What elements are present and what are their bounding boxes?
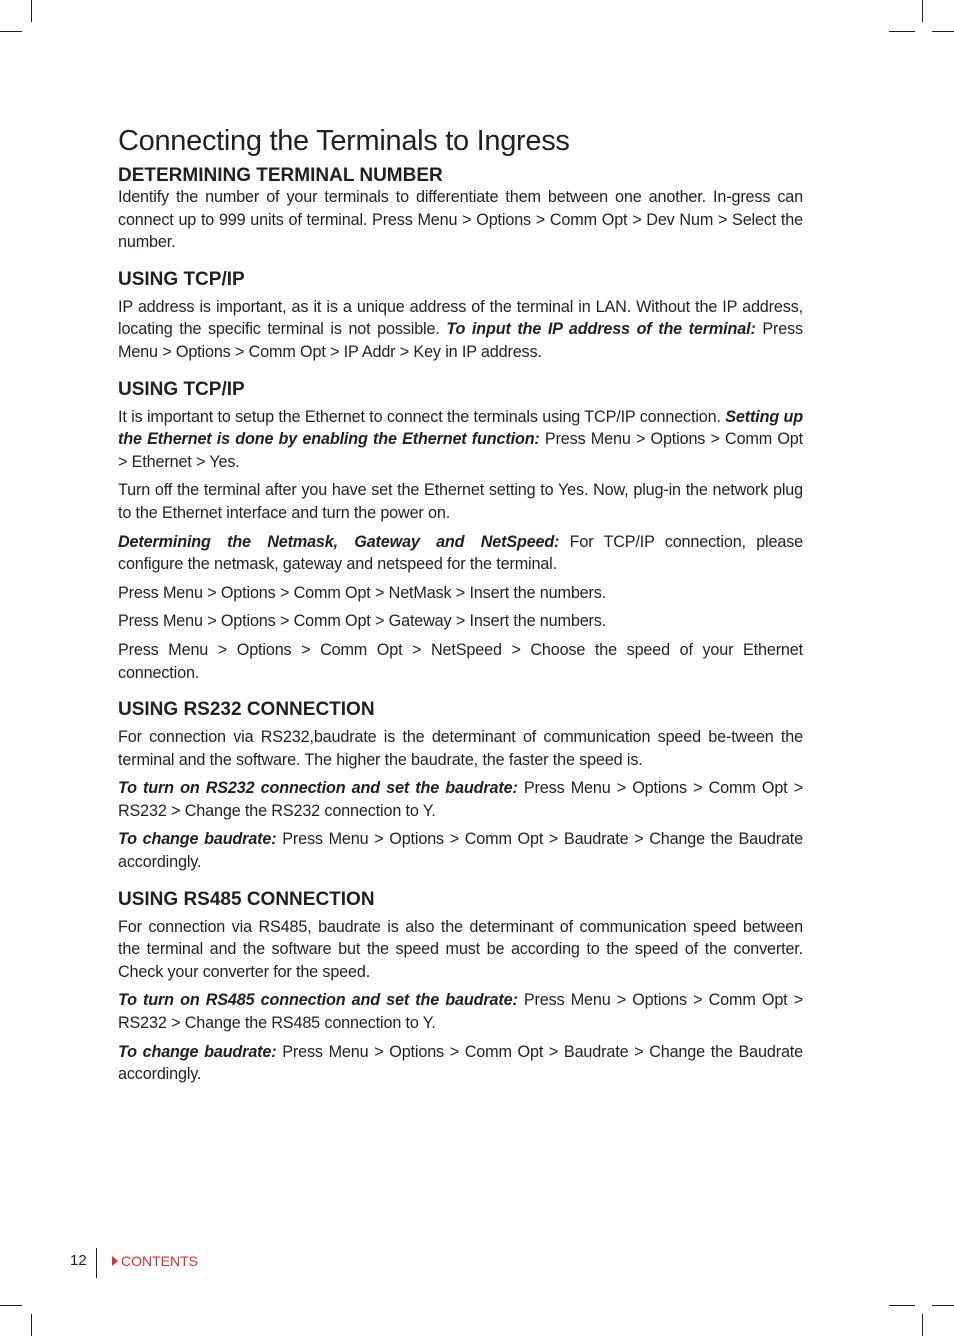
emphasis-text: To turn on RS485 connection and set the baudrate: xyxy=(118,991,518,1010)
paragraph: Press Menu > Options > Comm Opt > NetMask > Insert the numbers. xyxy=(118,583,607,602)
paragraph-text: Press Menu > Options > Comm Opt > Baudrate > Change the Baudrate accordingly. xyxy=(118,830,804,872)
paragraph-text: Press Menu > Options > Comm Opt > Ethernet > Yes. xyxy=(118,430,803,471)
section-heading-tcpip-ethernet: USING TCP/IP xyxy=(118,378,245,400)
paragraph: Press Menu > Options > Comm Opt > Gateway > Insert the numbers. xyxy=(118,612,607,631)
paragraph: Turn off the terminal after you have set the Ethernet setting to Yes. Now, plug-in the network plug to the Ethernet interface and turn the power on. xyxy=(118,481,803,522)
emphasis-text: To turn on RS232 connection and set the baudrate: xyxy=(118,779,518,798)
section-heading-rs232: USING RS232 CONNECTION xyxy=(118,699,375,721)
paragraph: For connection via RS485, baudrate is also the determinant of communication speed between the terminal and the software but the speed must be according to the speed of the converter. Check your converter for the speed. xyxy=(118,917,803,981)
crop-mark xyxy=(932,31,954,32)
crop-mark xyxy=(922,1314,923,1336)
paragraph: Identify the number of your terminals to differentiate them between one another. In-gress can connect up to 999 units of terminal. Press Menu > Options > Comm Opt > Dev Num > Select the number. xyxy=(118,188,803,252)
emphasis-text: To input the IP address of the terminal: xyxy=(446,320,756,339)
paragraph: Press Menu > Options > Comm Opt > NetSpeed > Choose the speed of your Ethernet connection. xyxy=(118,640,803,682)
crop-mark xyxy=(0,31,22,32)
section-heading-tcpip: USING TCP/IP xyxy=(118,268,245,290)
section-heading-terminal-number: DETERMINING TERMINAL NUMBER xyxy=(118,165,443,186)
paragraph xyxy=(118,296,803,364)
crop-mark xyxy=(922,0,923,22)
crop-mark xyxy=(889,31,915,32)
crop-mark xyxy=(31,1314,32,1336)
paragraph xyxy=(118,406,803,474)
paragraph-text: For TCP/IP connection, please configure the netmask, gateway and netspeed for the terminal. xyxy=(118,532,803,574)
paragraph-text: Press Menu > Options > Comm Opt > Baudrate > Change the Baudrate accordingly. xyxy=(118,1042,804,1084)
contents-label: CONTENTS xyxy=(121,1253,198,1269)
emphasis-text: Determining the Netmask, Gateway and NetSpeed: xyxy=(118,532,560,551)
page-number: 12 xyxy=(70,1252,87,1269)
page-footer xyxy=(0,1248,954,1278)
crop-mark xyxy=(0,1305,22,1306)
emphasis-text: To change baudrate: xyxy=(118,1042,277,1061)
emphasis-text: Setting up the Ethernet is done by enabling the Ethernet function: xyxy=(118,407,803,449)
page-content xyxy=(118,124,803,1092)
paragraph-text: Press Menu > Options > Comm Opt > IP Addr > Key in IP address. xyxy=(118,320,803,361)
paragraph xyxy=(118,531,803,576)
emphasis-text: To change baudrate: xyxy=(118,830,277,849)
crop-mark xyxy=(889,1305,915,1306)
paragraph-text: IP address is important, as it is a unique address of the terminal in LAN. Without the IP address, locating the specific terminal is not possible. xyxy=(118,297,803,339)
paragraph-text: Press Menu > Options > Comm Opt > RS232 > Change the RS485 connection to Y. xyxy=(118,991,803,1033)
footer-divider xyxy=(96,1248,97,1278)
crop-mark xyxy=(31,0,32,22)
paragraph: For connection via RS232,baudrate is the determinant of communication speed be-tween the terminal and the software. The higher the baudrate, the faster the speed is. xyxy=(118,728,803,769)
contents-link[interactable] xyxy=(112,1253,198,1269)
triangle-right-icon xyxy=(112,1256,118,1266)
paragraph-text: Press Menu > Options > Comm Opt > RS232 > Change the RS232 connection to Y. xyxy=(118,779,803,820)
paragraph xyxy=(118,989,803,1034)
paragraph xyxy=(118,777,803,822)
paragraph-text: It is important to setup the Ethernet to connect the terminals using TCP/IP connection. xyxy=(118,407,726,426)
paragraph xyxy=(118,828,803,873)
section-heading-rs485: USING RS485 CONNECTION xyxy=(118,888,375,910)
crop-mark xyxy=(932,1305,954,1306)
page-title: Connecting the Terminals to Ingress xyxy=(118,125,570,157)
paragraph xyxy=(118,1041,803,1086)
